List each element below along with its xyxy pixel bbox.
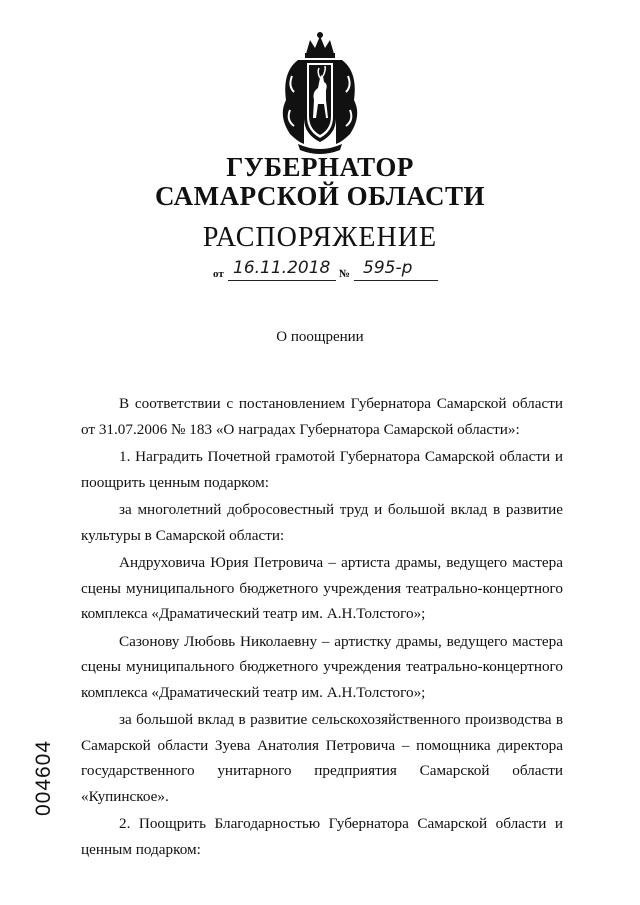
body-paragraph: Сазонову Любовь Николаевну – артистку драмы, ведущего мастера сцены муниципального бюджетного учреждения театрально-концертного комплекса «Драматический театр им. А.Н.Толстого»; xyxy=(81,632,563,701)
stamp-number-text: 004604 xyxy=(32,739,55,817)
date-number-line xyxy=(213,260,453,284)
body-paragraph: 2. Поощрить Благодарностью Губернатора Самарской области и ценным подарком: xyxy=(81,815,563,858)
issuer-title-line-1: ГУБЕРНАТОР xyxy=(226,152,414,182)
handwritten-date: 16.11.2018 xyxy=(233,258,331,278)
body-paragraph: 1. Наградить Почетной грамотой Губернатора Самарской области и поощрить ценным подарком: xyxy=(81,448,563,491)
from-label: от xyxy=(213,268,224,280)
issuer-title-line-2: САМАРСКОЙ ОБЛАСТИ xyxy=(154,181,486,211)
document-type: РАСПОРЯЖЕНИЕ xyxy=(202,222,438,253)
number-label: № xyxy=(339,268,351,280)
document-body xyxy=(81,391,563,862)
body-paragraph: за многолетний добросовестный труд и большой вклад в развитие культуры в Самарской области: xyxy=(81,501,563,544)
body-paragraph: за большой вклад в развитие сельскохозяйственного производства в Самарской области Зуева Анатолия Петровича – помощника директора государственного унитарного предприятия Самарской области «Купинское». xyxy=(81,711,563,805)
handwritten-number: 595-р xyxy=(363,258,413,278)
registration-stamp-number xyxy=(24,738,64,818)
body-paragraph: В соответствии с постановлением Губернатора Самарской области от 31.07.2006 № 183 «О наградах Губернатора Самарской области»: xyxy=(81,395,563,438)
number-underline xyxy=(354,280,438,281)
coat-of-arms-icon xyxy=(268,30,372,156)
body-paragraph: Андруховича Юрия Петровича – артиста драмы, ведущего мастера сцены муниципального бюджетного учреждения театрально-концертного комплекса «Драматический театр им. А.Н.Толстого»; xyxy=(81,554,563,622)
document-subject: О поощрении xyxy=(276,329,364,345)
date-underline xyxy=(228,280,336,281)
